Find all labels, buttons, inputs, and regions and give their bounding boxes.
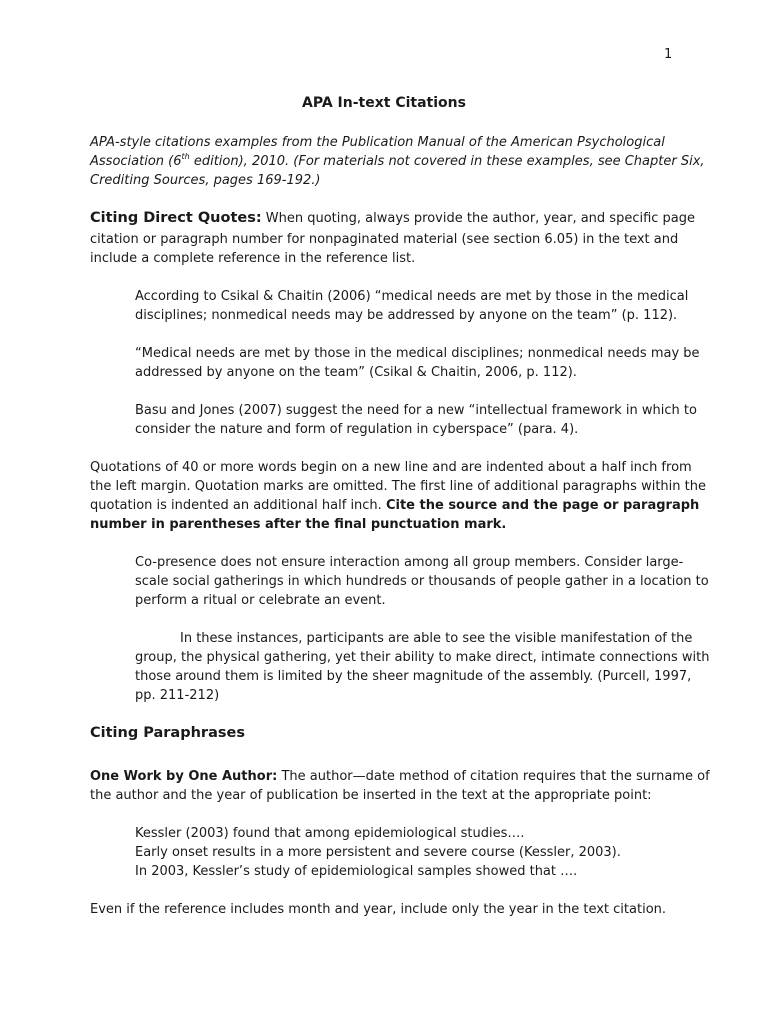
block-quotes-line-2: the left margin. Quotation marks are omitted. The first line of additional paragraphs within the bbox=[90, 479, 706, 494]
block-quotes-line-4: number in parentheses after the final punctuation mark. bbox=[90, 517, 507, 532]
block-example-p2-line-1: In these instances, participants are able to see the visible manifestation of the bbox=[180, 631, 693, 646]
intro-line-2 bbox=[90, 152, 705, 171]
direct-quotes-line-1 bbox=[90, 209, 695, 228]
one-work-line-2: the author and the year of publication be inserted in the text at the appropriate point: bbox=[90, 788, 652, 803]
block-example-p1-line-2: scale social gatherings in which hundreds or thousands of people gather in a location to bbox=[135, 574, 709, 589]
paraphrase-example-3: In 2003, Kessler’s study of epidemiological samples showed that …. bbox=[135, 864, 578, 879]
intro-superscript: th bbox=[181, 151, 190, 161]
block-example-p1-line-3: perform a ritual or celebrate an event. bbox=[135, 593, 386, 608]
intro-line-1: APA-style citations examples from the Publication Manual of the American Psychological bbox=[90, 135, 665, 150]
example-2-line-2: addressed by anyone on the team” (Csikal & Chaitin, 2006, p. 112). bbox=[135, 365, 577, 380]
intro-line-2-a: Association (6 bbox=[90, 154, 182, 169]
intro-line-3: Crediting Sources, pages 169-192.) bbox=[90, 173, 321, 188]
direct-quotes-heading: Citing Direct Quotes: bbox=[90, 210, 262, 226]
example-2-line-1: “Medical needs are met by those in the medical disciplines; nonmedical needs may be bbox=[135, 346, 700, 361]
paraphrases-heading: Citing Paraphrases bbox=[90, 725, 245, 741]
direct-quotes-line-1-text: When quoting, always provide the author, year, and specific page bbox=[261, 211, 696, 226]
example-1-line-2: disciplines; nonmedical needs may be addressed by anyone on the team” (p. 112). bbox=[135, 308, 678, 323]
example-1-line-1: According to Csikal & Chaitin (2006) “medical needs are met by those in the medical bbox=[135, 289, 689, 304]
block-example-p2-line-4: pp. 211-212) bbox=[135, 688, 220, 703]
one-work-line-1-text: The author—date method of citation requires that the surname of bbox=[277, 769, 710, 784]
block-example-p2-line-3: those around them is limited by the sheer magnitude of the assembly. (Purcell, 1997, bbox=[135, 669, 692, 684]
direct-quotes-line-2: citation or paragraph number for nonpaginated material (see section 6.05) in the text and bbox=[90, 232, 679, 247]
block-quotes-line-1: Quotations of 40 or more words begin on a new line and are indented about a half inch from bbox=[90, 460, 692, 475]
paraphrase-note: Even if the reference includes month and year, include only the year in the text citation. bbox=[90, 902, 667, 917]
one-work-line-1 bbox=[90, 767, 710, 786]
paraphrase-example-1: Kessler (2003) found that among epidemiological studies…. bbox=[135, 826, 525, 841]
direct-quotes-line-3: include a complete reference in the reference list. bbox=[90, 251, 416, 266]
block-quotes-line-3-a: quotation is indented an additional half inch. bbox=[90, 498, 386, 513]
page-title: APA In-text Citations bbox=[302, 95, 466, 111]
block-quotes-line-3 bbox=[90, 496, 699, 515]
example-3-line-2: consider the nature and form of regulation in cyberspace” (para. 4). bbox=[135, 422, 579, 437]
intro-line-2-b: edition), 2010. (For materials not covered in these examples, see Chapter Six, bbox=[189, 154, 705, 169]
block-example-p1-line-1: Co-presence does not ensure interaction among all group members. Consider large- bbox=[135, 555, 684, 570]
one-work-label: One Work by One Author: bbox=[90, 769, 278, 784]
block-quotes-line-3-bold: Cite the source and the page or paragraph bbox=[385, 498, 700, 513]
block-example-p2-line-2: group, the physical gathering, yet their ability to make direct, intimate connections with bbox=[135, 650, 710, 665]
example-3-line-1: Basu and Jones (2007) suggest the need for a new “intellectual framework in which to bbox=[135, 403, 697, 418]
paraphrase-example-2: Early onset results in a more persistent and severe course (Kessler, 2003). bbox=[135, 845, 621, 860]
page-number: 1 bbox=[664, 47, 673, 62]
